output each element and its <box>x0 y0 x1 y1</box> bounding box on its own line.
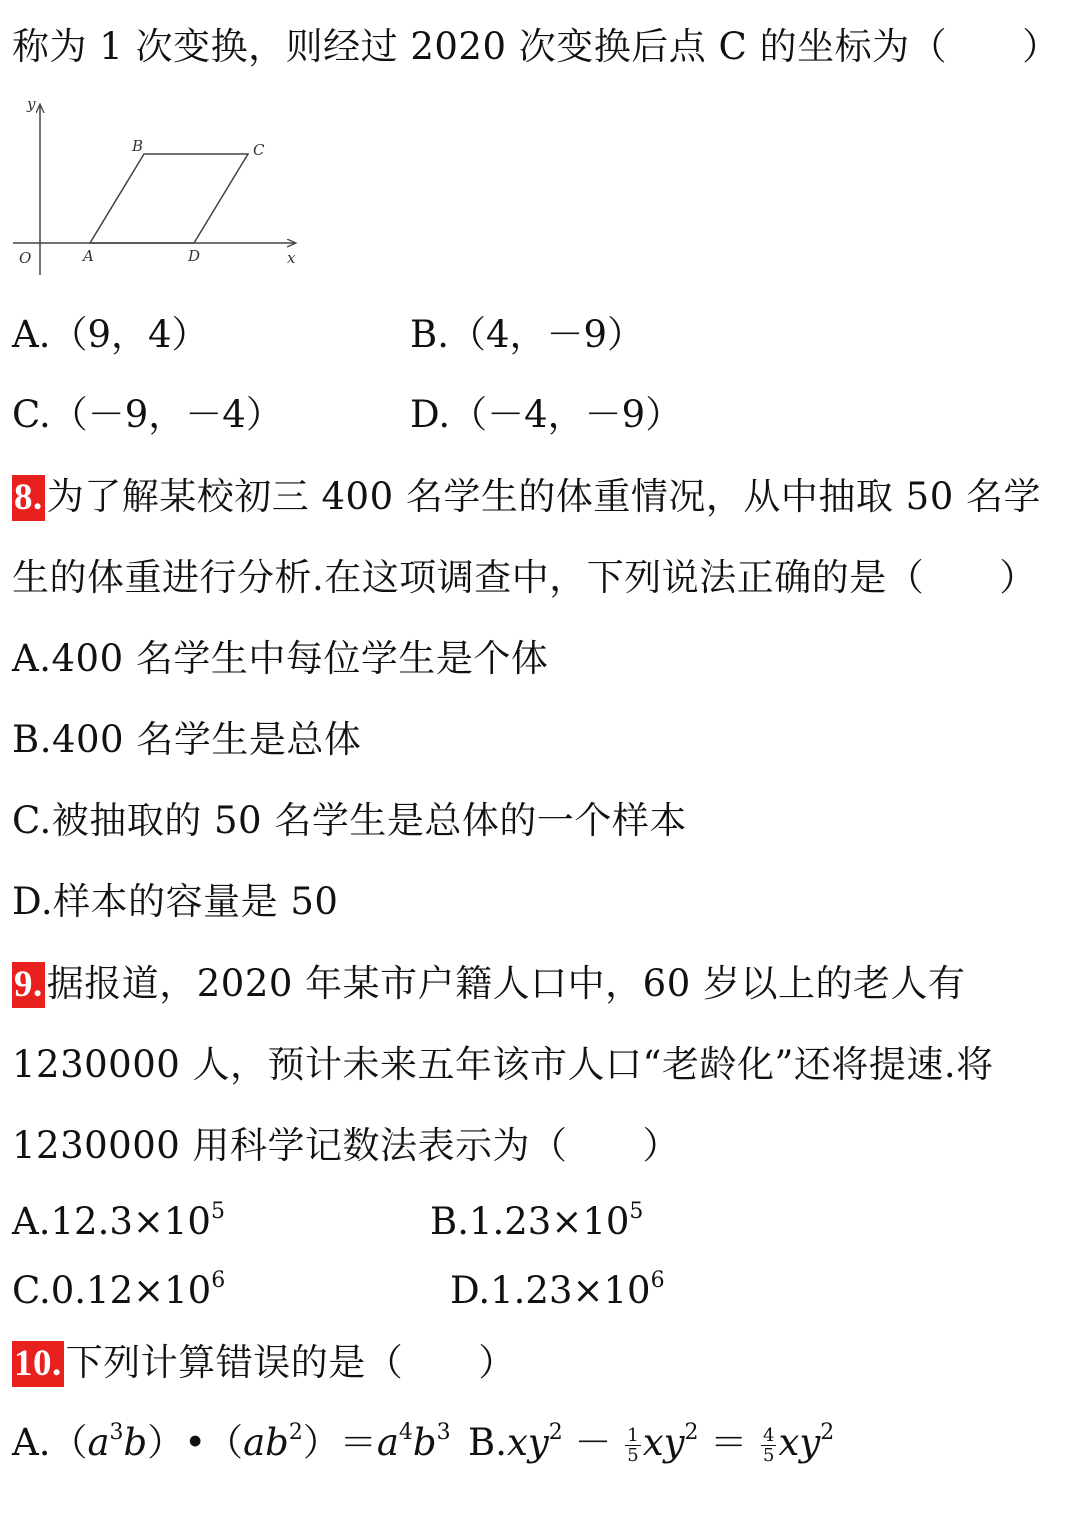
label-b: B <box>132 137 144 155</box>
fraction-one-fifth: $\frac{1}{5}$ <box>627 1425 639 1466</box>
q10-option-a: $A.(a^3b)•(ab^2)=a^4b^3$ <box>12 1420 451 1464</box>
q7-option-d: D.（－4，－9） <box>410 393 683 436</box>
q9-stem-line3: 1230000 用科学记数法表示为（ ） <box>12 1124 681 1167</box>
q10-stem: 10. 下列计算错误的是（ ） <box>12 1338 516 1388</box>
label-x: x <box>287 249 296 267</box>
q7-stem-text: 称为 1 次变换，则经过 2020 次变换后点 C 的坐标为（ ） <box>12 25 1060 68</box>
label-o: O <box>19 249 32 267</box>
q9-stem-line2: 1230000 人，预计未来五年该市人口“老龄化”还将提速.将 <box>12 1043 994 1086</box>
q9-option-c: $C.0.12\times 10^6$ <box>12 1268 226 1312</box>
q7-option-b: B.（4，－9） <box>410 313 645 356</box>
q9-option-a: $A.12.3\times 10^5$ <box>12 1199 225 1243</box>
q8-option-d: D.样本的容量是 50 <box>12 880 339 923</box>
q7-stem <box>12 22 1060 72</box>
parallelogram-coordinate-diagram <box>8 95 308 285</box>
q10-number-badge: 10. <box>12 1341 64 1387</box>
q8-number-badge: 8. <box>12 475 45 521</box>
q10-option-b: $B.xy^2$ － $\frac{1}{5}$ $xy^2$ ＝ $\frac{4}{5}$ $xy^2$ <box>468 1420 835 1466</box>
q8-option-c: C.被抽取的 50 名学生是总体的一个样本 <box>12 799 687 842</box>
label-d: D <box>188 247 201 265</box>
q7-option-a: A.（9，4） <box>12 313 209 356</box>
q8-option-b: B.400 名学生是总体 <box>12 718 362 761</box>
label-y: y <box>27 95 36 113</box>
q9-stem-line1: 9. 据报道，2020 年某市户籍人口中，60 岁以上的老人有 <box>12 959 966 1009</box>
q7-option-c: C.（－9，－4） <box>12 393 283 436</box>
q8-stem-line1: 8. 为了解某校初三 400 名学生的体重情况，从中抽取 50 名学 <box>12 472 1041 522</box>
label-a: A <box>83 247 94 265</box>
label-c: C <box>253 141 265 159</box>
q8-stem-line2: 生的体重进行分析.在这项调查中，下列说法正确的是（ ） <box>12 556 1037 599</box>
q9-number-badge: 9. <box>12 962 45 1008</box>
parallelogram-abcd <box>90 154 248 243</box>
q8-option-a: A.400 名学生中每位学生是个体 <box>12 637 549 680</box>
q9-option-b: $B.1.23\times 10^5$ <box>430 1199 644 1243</box>
fraction-four-fifths: $\frac{4}{5}$ <box>763 1425 775 1466</box>
q9-option-d: $D.1.23\times 10^6$ <box>450 1268 665 1312</box>
